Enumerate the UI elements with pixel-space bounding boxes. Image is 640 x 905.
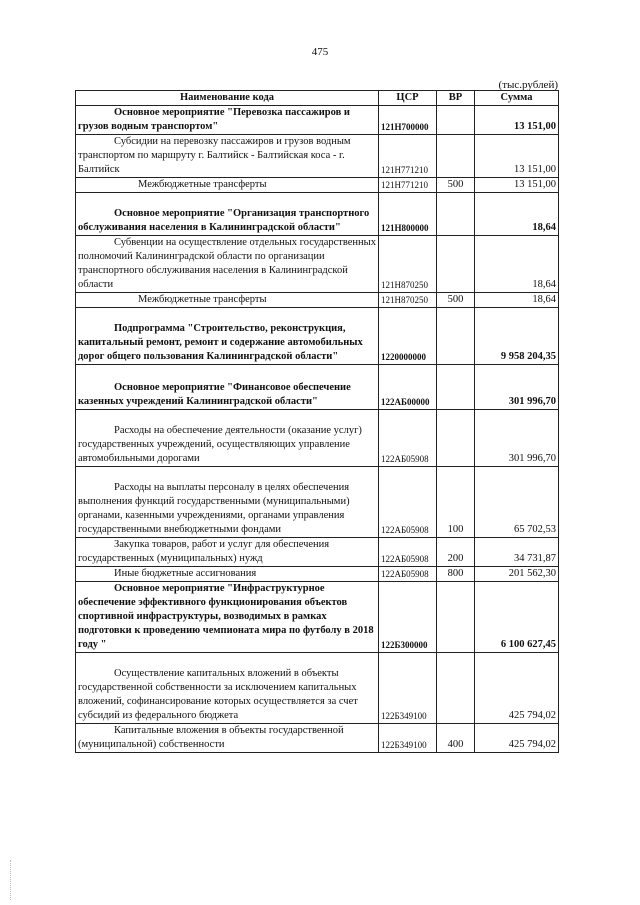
row-sum: 9 958 204,35 bbox=[475, 308, 559, 365]
row-vr bbox=[437, 410, 475, 467]
row-csr: 121Н771210 bbox=[379, 135, 437, 178]
header-vr: ВР bbox=[437, 91, 475, 106]
row-csr: 122Б300000 bbox=[379, 582, 437, 653]
scan-edge-marks bbox=[10, 860, 15, 900]
row-csr: 122Б349100 bbox=[379, 653, 437, 724]
row-csr: 122АБ00000 bbox=[379, 365, 437, 410]
row-name: Закупка товаров, работ и услуг для обеспечения государственных (муниципальных) нужд bbox=[76, 538, 379, 567]
row-sum: 425 794,02 bbox=[475, 653, 559, 724]
table-row bbox=[76, 467, 559, 538]
row-name: Подпрограмма "Строительство, реконструкция, капитальный ремонт, ремонт и содержание автомобильных дорог общего пользования Калининградской области" bbox=[76, 308, 379, 365]
table-row bbox=[76, 653, 559, 724]
row-csr: 122АБ05908 bbox=[379, 567, 437, 582]
row-name: Основное мероприятие "Перевозка пассажиров и грузов водным транспортом" bbox=[76, 106, 379, 135]
row-vr: 800 bbox=[437, 567, 475, 582]
row-vr bbox=[437, 653, 475, 724]
row-vr bbox=[437, 106, 475, 135]
row-sum: 13 151,00 bbox=[475, 178, 559, 193]
row-vr: 500 bbox=[437, 293, 475, 308]
row-name: Субсидии на перевозку пассажиров и грузов водным транспортом по маршруту г. Балтийск - Балтийская коса - г. Балтийск bbox=[76, 135, 379, 178]
table-row bbox=[76, 178, 559, 193]
row-csr: 121Н800000 bbox=[379, 193, 437, 236]
row-sum: 18,64 bbox=[475, 236, 559, 293]
row-name: Иные бюджетные ассигнования bbox=[76, 567, 379, 582]
row-vr bbox=[437, 365, 475, 410]
row-name: Капитальные вложения в объекты государственной (муниципальной) собственности bbox=[76, 724, 379, 753]
table-row bbox=[76, 724, 559, 753]
row-vr bbox=[437, 135, 475, 178]
row-name: Основное мероприятие "Инфраструктурное обеспечение эффективного функционирования объектов спортивной инфраструктуры, возводимых в рамках подготовки к проведению чемпионата мира по футболу в 2018 году " bbox=[76, 582, 379, 653]
row-sum: 18,64 bbox=[475, 293, 559, 308]
table-header bbox=[76, 91, 559, 106]
table-row bbox=[76, 106, 559, 135]
row-sum: 6 100 627,45 bbox=[475, 582, 559, 653]
table-row bbox=[76, 567, 559, 582]
row-sum: 201 562,30 bbox=[475, 567, 559, 582]
row-vr bbox=[437, 193, 475, 236]
row-sum: 18,64 bbox=[475, 193, 559, 236]
row-csr: 121Н870250 bbox=[379, 236, 437, 293]
row-csr: 1220000000 bbox=[379, 308, 437, 365]
row-vr bbox=[437, 308, 475, 365]
table-row bbox=[76, 365, 559, 410]
row-name: Расходы на обеспечение деятельности (оказание услуг) государственных учреждений, осуществляющих управление автомобильными дорогами bbox=[76, 410, 379, 467]
row-sum: 65 702,53 bbox=[475, 467, 559, 538]
row-csr: 122АБ05908 bbox=[379, 538, 437, 567]
row-vr bbox=[437, 236, 475, 293]
row-csr: 122Б349100 bbox=[379, 724, 437, 753]
row-sum: 301 996,70 bbox=[475, 410, 559, 467]
row-csr: 121Н700000 bbox=[379, 106, 437, 135]
row-vr bbox=[437, 582, 475, 653]
row-name: Межбюджетные трансферты bbox=[76, 178, 379, 193]
row-vr: 200 bbox=[437, 538, 475, 567]
row-name: Субвенции на осуществление отдельных государственных полномочий Калининградской области по организации транспортного обслуживания населения в Калининградской области bbox=[76, 236, 379, 293]
table-row bbox=[76, 135, 559, 178]
table-row bbox=[76, 236, 559, 293]
table-row bbox=[76, 538, 559, 567]
row-sum: 425 794,02 bbox=[475, 724, 559, 753]
header-csr: ЦСР bbox=[379, 91, 437, 106]
row-sum: 13 151,00 bbox=[475, 106, 559, 135]
page-number: 475 bbox=[311, 46, 329, 58]
row-name: Осуществление капитальных вложений в объекты государственной собственности за исключением капитальных вложений, софинансирование которых осуществляется за счет субсидий из федерального бюджета bbox=[76, 653, 379, 724]
row-name: Основное мероприятие "Финансовое обеспечение казенных учреждений Калининградской области" bbox=[76, 365, 379, 410]
row-csr: 122АБ05908 bbox=[379, 467, 437, 538]
units-label: (тыс.рублей) bbox=[498, 79, 558, 91]
row-sum: 13 151,00 bbox=[475, 135, 559, 178]
row-csr: 122АБ05908 bbox=[379, 410, 437, 467]
row-csr: 121Н771210 bbox=[379, 178, 437, 193]
table-row bbox=[76, 582, 559, 653]
row-vr: 500 bbox=[437, 178, 475, 193]
header-sum: Сумма bbox=[475, 91, 559, 106]
budget-table bbox=[75, 90, 559, 753]
row-name: Основное мероприятие "Организация транспортного обслуживания населения в Калининградской области" bbox=[76, 193, 379, 236]
row-csr: 121Н870250 bbox=[379, 293, 437, 308]
table-row bbox=[76, 308, 559, 365]
table-row bbox=[76, 293, 559, 308]
row-sum: 34 731,87 bbox=[475, 538, 559, 567]
row-vr: 100 bbox=[437, 467, 475, 538]
header-name: Наименование кода bbox=[76, 91, 379, 106]
row-sum: 301 996,70 bbox=[475, 365, 559, 410]
table-row bbox=[76, 193, 559, 236]
table-row bbox=[76, 410, 559, 467]
row-name: Межбюджетные трансферты bbox=[76, 293, 379, 308]
row-vr: 400 bbox=[437, 724, 475, 753]
row-name: Расходы на выплаты персоналу в целях обеспечения выполнения функций государственными (муниципальными) органами, казенными учреждениями, органами управления государственными внебюджетными фондами bbox=[76, 467, 379, 538]
